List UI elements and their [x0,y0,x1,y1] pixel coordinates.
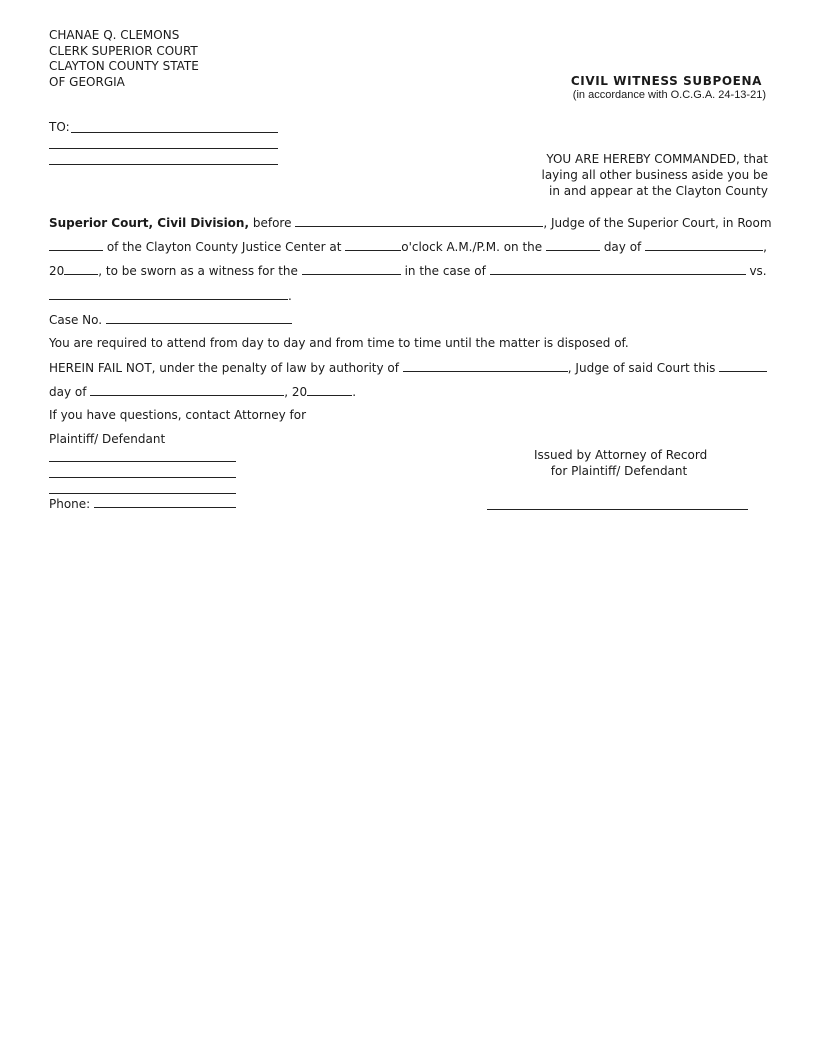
comma-text: , [763,240,767,254]
herein-row [49,360,767,375]
document-subtitle: (in accordance with O.C.G.A. 24-13-21) [572,89,766,101]
command-line-2: laying all other business aside you be [541,168,768,182]
clerk-name: CHANAE Q. CLEMONS [49,28,180,42]
authority-field[interactable] [403,360,568,372]
sworn-text: , to be sworn as a witness for the [98,264,298,278]
judge-room-text: , Judge of the Superior Court, in Room [543,216,772,230]
issue-day-field[interactable] [719,360,767,372]
attend-row [49,336,629,350]
oclock-text: o'clock A.M./P.M. on the [401,240,543,254]
year-field[interactable] [64,263,98,275]
case-number-row [49,312,292,327]
plaintiff-field[interactable] [490,263,746,275]
command-block [508,151,768,199]
phone-row [49,496,236,511]
body-row-2 [49,239,767,254]
case-no-label: Case No. [49,313,103,327]
case-number-field[interactable] [106,312,292,324]
issue-month-field[interactable] [90,384,284,396]
vs-text: vs. [749,264,767,278]
court-division: Superior Court, Civil Division, [49,216,250,230]
command-line-3: in and appear at the Clayton County [549,184,768,198]
time-field[interactable] [345,239,401,251]
attorney-field-3[interactable] [49,493,236,494]
issued-line-1: Issued by Attorney of Record [534,448,708,462]
attend-text: You are required to attend from day to day and from time to time until the matter is disposed of. [49,336,629,350]
body-row-3 [49,263,767,278]
herein-text: HEREIN FAIL NOT, under the penalty of law by authority of [49,361,399,375]
judge-name-field[interactable] [295,215,543,227]
attorney-field-2[interactable] [49,477,236,478]
to-name-field[interactable] [71,132,278,133]
year-prefix: 20 [49,264,65,278]
period2-text: . [352,385,357,399]
body-row-4 [49,288,292,303]
attorney-signature-field[interactable] [487,509,748,510]
phone-label: Phone: [49,497,91,511]
to-label: TO: [49,120,70,134]
phone-field[interactable] [94,496,236,508]
questions-row [49,408,306,422]
room-field[interactable] [49,239,103,251]
to-row [49,120,70,134]
defendant-field[interactable] [49,288,288,300]
witness-for-field[interactable] [302,263,401,275]
questions-text: If you have questions, contact Attorney for [49,408,307,422]
command-line-1: YOU ARE HEREBY COMMANDED, that [546,152,768,166]
judge-said-text: , Judge of said Court this [567,361,716,375]
clerk-county: CLAYTON COUNTY STATE [49,59,199,73]
attorney-field-1[interactable] [49,461,236,462]
clerk-title: CLERK SUPERIOR COURT [49,43,198,58]
plaintiff-defendant-text: Plaintiff/ Defendant [49,432,166,446]
day-of-text: day of [603,240,642,254]
issued-by-block [534,447,708,479]
document-title: CIVIL WITNESS SUBPOENA [570,74,762,88]
plaintiff-defendant-row [49,432,165,446]
before-text: before [252,216,292,230]
period-text: . [288,289,292,303]
month-field[interactable] [645,239,763,251]
issued-line-2: for Plaintiff/ Defendant [550,464,688,478]
justice-center-text: of the Clayton County Justice Center at [106,240,342,254]
day-field[interactable] [546,239,600,251]
year2-text: , 20 [284,385,308,399]
clerk-header [49,28,199,90]
body-row-1 [49,215,772,230]
issue-year-field[interactable] [307,384,352,396]
clerk-state: OF GEORGIA [49,74,125,89]
issue-date-row [49,384,356,399]
day-of-label: day of [49,385,87,399]
in-case-text: in the case of [404,264,486,278]
to-address-field-1[interactable] [49,148,278,149]
to-address-field-2[interactable] [49,164,278,165]
